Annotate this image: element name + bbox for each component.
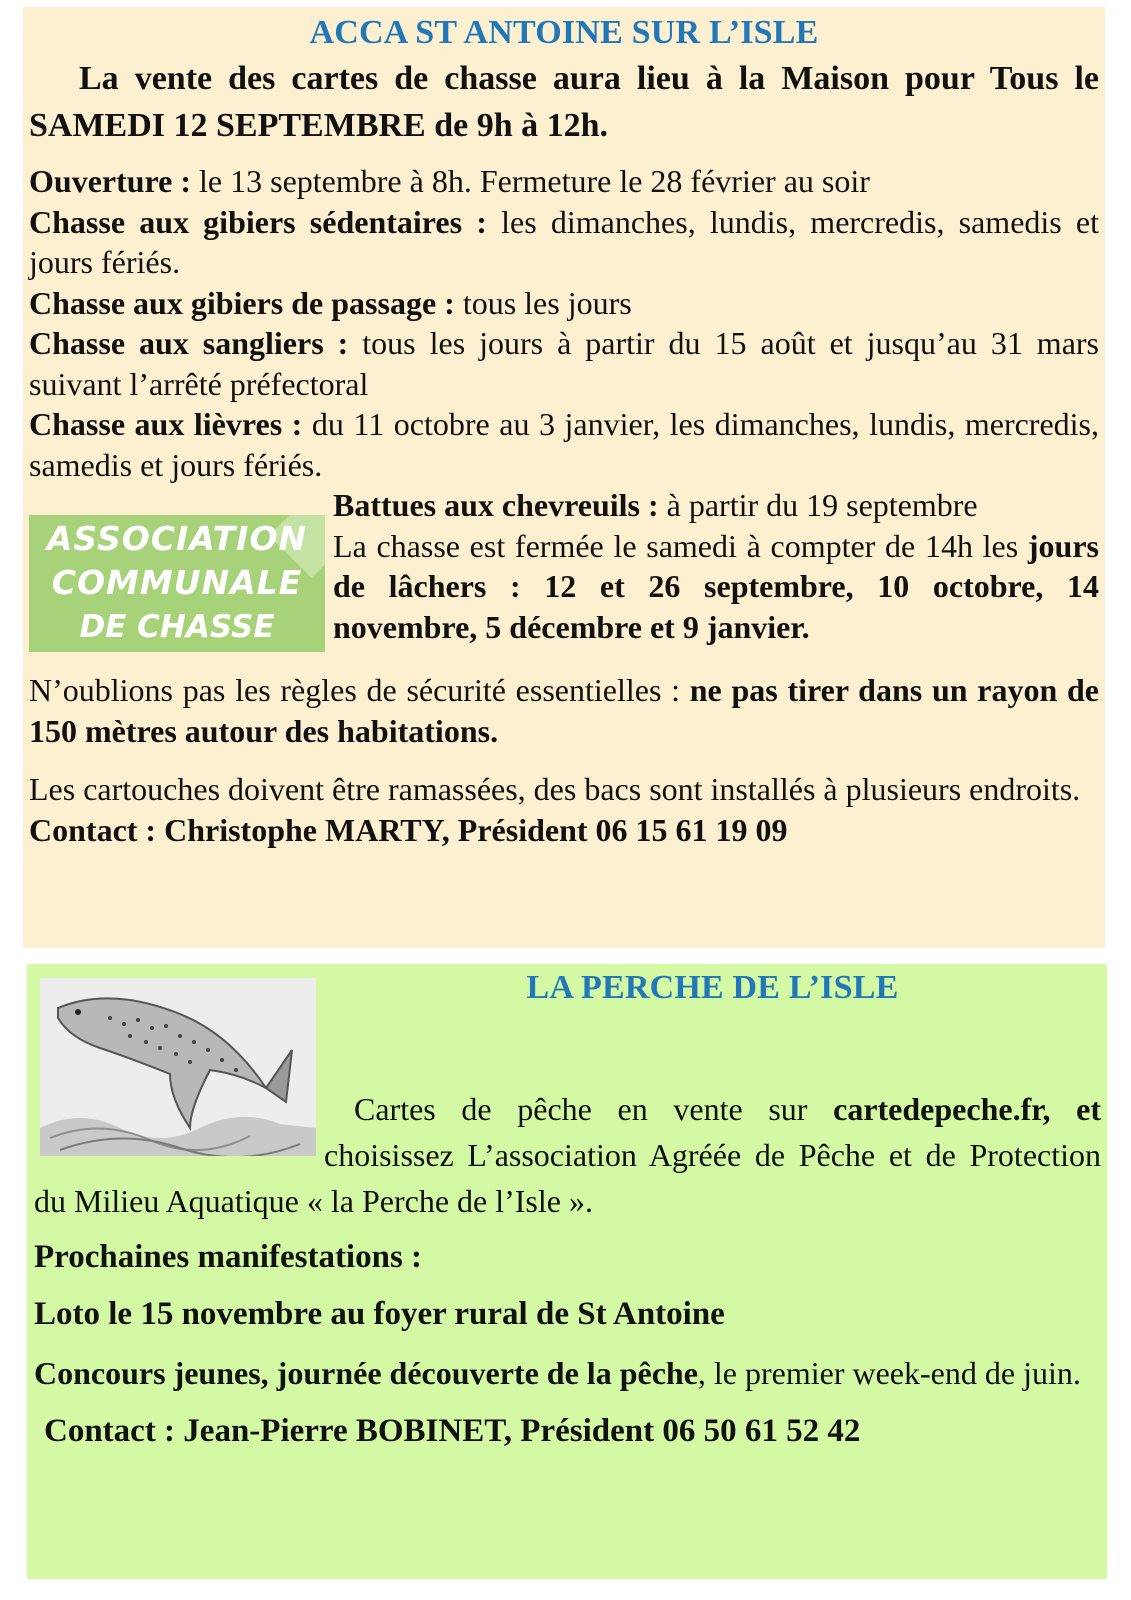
lievres-line [29,404,1099,485]
cartouches-line: Les cartouches doivent être ramassées, des bacs sont installés à plusieurs endroits. [29,771,1081,807]
logo-line-3: DE CHASSE [79,609,275,645]
cartes-site: cartedepeche.fr, et [833,1091,1102,1127]
prochaines-heading: Prochaines manifestations : [34,1239,423,1275]
perche-section [27,964,1107,1579]
sedentaires-line [29,202,1099,283]
acca-contact [29,810,1099,851]
securite-line [29,670,1099,751]
acca-contact-text: Contact : Christophe MARTY, Président 06 15 61 19 09 [29,811,788,848]
acca-intro [29,55,1099,149]
sedentaires-label: Chasse aux gibiers sédentaires : [29,203,487,240]
trout-jumping-icon [40,978,316,1156]
passage-line [29,283,1099,324]
perche-title: LA PERCHE DE L’ISLE [526,969,899,1006]
passage-label: Chasse aux gibiers de passage : [29,284,455,321]
fermee-text: La chasse est fermée le samedi à compter de 14h les [333,527,1028,564]
sangliers-text: tous les jours à partir du 15 août et jusqu’au 31 mars suivant l’arrêté préfectoral [29,325,1100,402]
concours-line [34,1350,1101,1396]
logo-line-2: COMMUNALE [51,563,303,602]
trout-illustration [40,978,316,1156]
sedentaires-text: les dimanches, lundis, mercredis, samedis et jours fériés. [29,203,1100,280]
ouverture-label: Ouverture : [29,163,192,199]
loto-line: Loto le 15 novembre au foyer rural de St Antoine [34,1296,725,1332]
perche-contact: Contact : Jean-Pierre BOBINET, Président 06 50 61 52 42 [44,1413,861,1449]
acca-section [23,7,1105,948]
sangliers-label: Chasse aux sangliers : [29,325,349,361]
cartes-rest: choisissez L’association Agréée de Pêche et de Protection du Milieu Aquatique « la Perche de l’Isle ». [34,1137,1101,1219]
cartes-text: Cartes de pêche en vente sur [354,1091,834,1127]
logo-line-1: ASSOCIATION [46,519,308,558]
acca-logo-icon [29,515,325,652]
concours-bold: Concours jeunes, journée découverte de la pêche [34,1355,698,1391]
battues-label: Battues aux chevreuils : [333,487,659,523]
acca-title: ACCA ST ANTOINE SUR L’ISLE [309,14,819,51]
passage-text: tous les jours [454,284,632,321]
lachers-dates: jours de lâchers : 12 et 26 septembre, 10 octobre, 14 novembre, 5 décembre et 9 janvier. [333,527,1099,645]
battues-text: à partir du 19 septembre [658,487,978,523]
securite-text: N’oublions pas les règles de sécurité essentielles : [29,672,690,708]
sangliers-line [29,323,1099,404]
securite-rule: ne pas tirer dans un rayon de 150 mètres autour des habitations. [29,672,1099,749]
ouverture-line [29,161,1099,202]
concours-text: , le premier week-end de juin. [697,1355,1081,1391]
ouverture-text: le 13 septembre à 8h. Fermeture le 28 février au soir [191,163,870,199]
lievres-text: du 11 octobre au 3 janvier, les dimanches, lundis, mercredis, samedis et jours fériés. [29,406,1100,483]
acca-intro-text: La vente des cartes de chasse aura lieu à la Maison pour Tous le SAMEDI 12 SEPTEMBRE de 9h à 12h. [29,60,1099,144]
lievres-label: Chasse aux lièvres : [29,406,303,442]
